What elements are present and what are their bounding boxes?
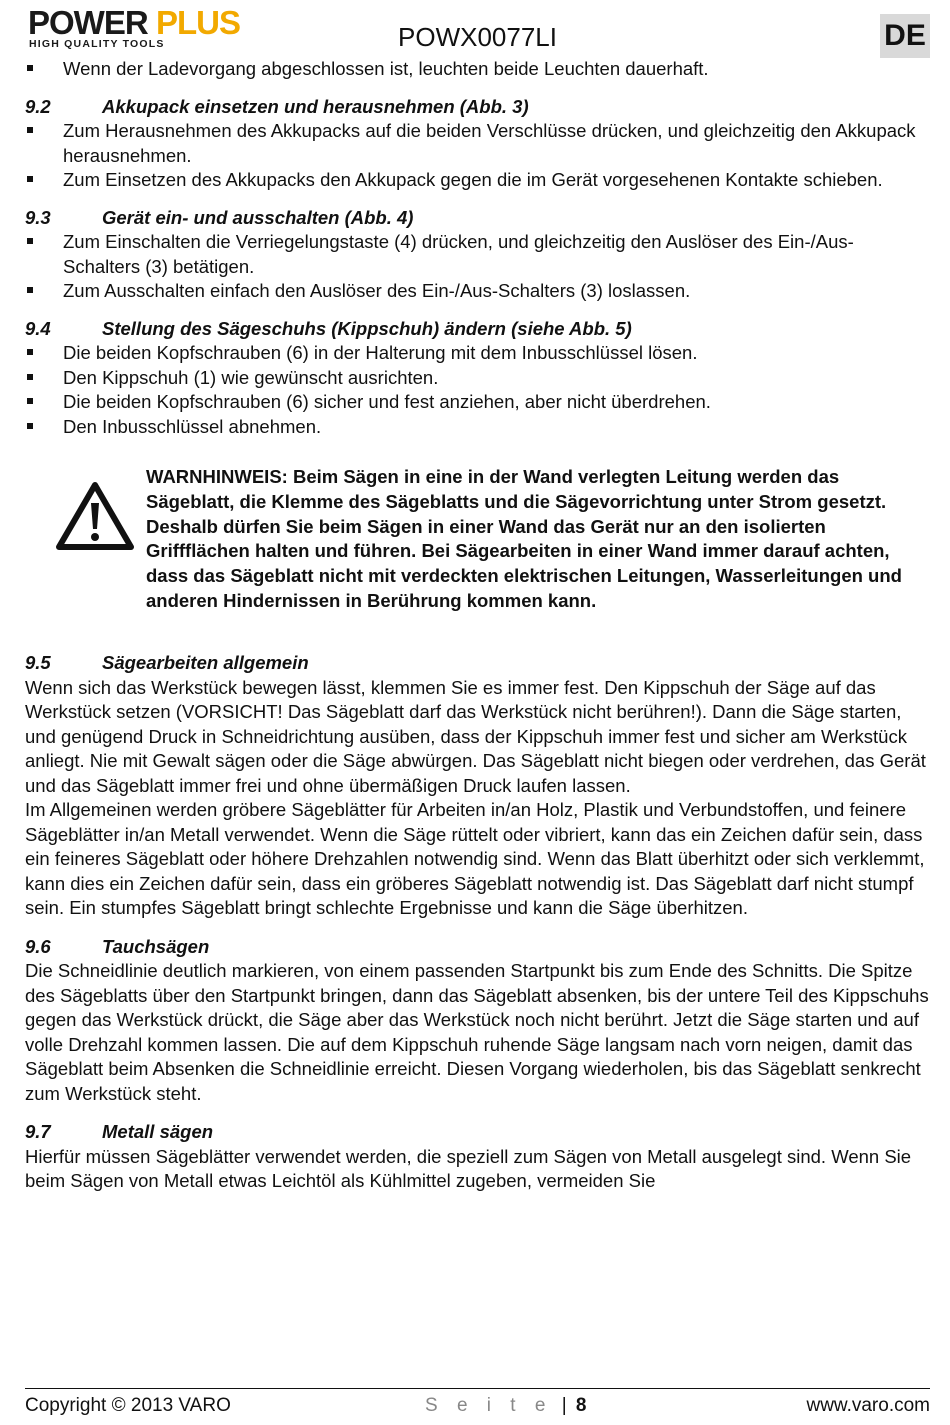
section-list (25, 119, 930, 193)
list-item: Zum Ausschalten einfach den Auslöser des Ein-/Aus-Schalters (3) loslassen. (25, 279, 930, 304)
section-heading (25, 95, 930, 120)
language-badge: DE (880, 14, 930, 58)
section-heading (25, 317, 930, 342)
page-footer (25, 1388, 930, 1425)
section-number: 9.7 (25, 1121, 51, 1142)
section-list (25, 341, 930, 439)
svg-text:HIGH QUALITY TOOLS: HIGH QUALITY TOOLS (29, 38, 165, 50)
section-heading (25, 651, 930, 676)
list-item: Zum Einschalten die Verriegelungstaste (4) drücken, und gleichzeitig den Auslöser des Ein-/Aus-Schalters (3) betätigen. (25, 230, 930, 279)
warning-block (25, 465, 930, 635)
section-number: 9.5 (25, 652, 51, 673)
section-title: Sägearbeiten allgemein (102, 652, 309, 673)
page-content (25, 57, 930, 1194)
list-item: Die beiden Kopfschrauben (6) in der Halterung mit dem Inbusschlüssel lösen. (25, 341, 930, 366)
paragraph: Wenn sich das Werkstück bewegen lässt, klemmen Sie es immer fest. Den Kippschuh der Säge auf das Werkstück setzen (VORSICHT! Das Sägeblatt darf das Werkstück nicht berühren!). Dann die Säge starten, und genügend Druck in Schneidrichtung ausüben, dass der Kippschuh immer fest und sicher am Werkstück anliegt. Nie mit Gewalt sägen oder die Säge abwürgen. Das Sägeblatt nicht biegen oder verdrehen, das Gerät und das Sägeblatt immer frei und ohne übermäßigen Druck laufen lassen. (25, 676, 926, 796)
section-number: 9.3 (25, 206, 51, 228)
section-heading (25, 1120, 930, 1145)
list-item: Wenn der Ladevorgang abgeschlossen ist, leuchten beide Leuchten dauerhaft. (25, 57, 930, 82)
page-header (0, 0, 950, 62)
section-number: 9.6 (25, 935, 51, 957)
page-number: 8 (575, 1395, 587, 1416)
list-item: Zum Herausnehmen des Akkupacks auf die beiden Verschlüsse drücken, und gleichzeitig den Akkupack herausnehmen. (25, 119, 930, 168)
copyright: Copyright © 2013 VARO (25, 1395, 231, 1416)
svg-text:PLUS: PLUS (156, 4, 241, 41)
warning-triangle-icon (55, 481, 135, 551)
list-item: Die beiden Kopfschrauben (6) sicher und fest anziehen, aber nicht überdrehen. (25, 390, 930, 415)
section-title: Tauchsägen (102, 935, 210, 957)
page-indicator (425, 1395, 587, 1417)
svg-text:POWER: POWER (28, 4, 148, 41)
website-url: www.varo.com (806, 1395, 930, 1416)
paragraph: Hierfür müssen Sägeblätter verwendet werden, die speziell zum Sägen von Metall ausgelegt sind. Wenn Sie beim Sägen von Metall etwas Leichtöl als Kühlmittel zugeben, vermeiden Sie (25, 1145, 912, 1191)
section-title: Metall sägen (102, 1121, 214, 1142)
warning-text: WARNHINWEIS: Beim Sägen in eine in der Wand verlegten Leitung werden das Sägeblatt, die Klemme des Sägeblatts und die Sägevorrichtung unter Strom gesetzt. Deshalb dürfen Sie beim Sägen in einer Wand das Gerät nur an den isolierten Griffflächen halten und führen. Bei Sägearbeiten in einer Wand immer darauf achten, dass das Sägeblatt nicht mit verdeckten elektrischen Leitungen, Wasserleitungen und anderen Hindernissen in Berührung kommen kann. (146, 466, 902, 611)
paragraph: Die Schneidlinie deutlich markieren, von einem passenden Startpunkt bis zum Ende des Schnitts. Die Spitze des Sägeblatts über den Startpunkt bringen, dann das Sägeblatt absenken, bis der untere Teil des Kippschuhs gegen das Werkstück drückt, die Säge aber das Werkstück noch nicht berührt. Jetzt die Säge starten und auf volle Drehzahl kommen lassen. Die auf dem Kippschuh ruhende Säge langsam nach vorn neigen, damit das Sägeblatt beim Absenken die Schneidlinie erreicht. Diesen Vorgang wiederholen, bis das Sägeblatt senkrecht zum Werkstück steht. (25, 960, 929, 1104)
section-heading (25, 935, 930, 960)
section-list (25, 230, 930, 304)
list-item: Den Kippschuh (1) wie gewünscht ausrichten. (25, 366, 930, 391)
section-heading (25, 206, 930, 231)
section-number: 9.4 (25, 317, 51, 339)
list-item: Den Inbusschlüssel abnehmen. (25, 415, 930, 440)
intro-list (25, 57, 930, 82)
section-title: Akkupack einsetzen und herausnehmen (Abb. 3) (102, 95, 529, 117)
page-label: S e i t e (425, 1395, 553, 1416)
section-title: Stellung des Sägeschuhs (Kippschuh) ändern (siehe Abb. 5) (102, 317, 632, 339)
paragraph: Im Allgemeinen werden gröbere Sägeblätter für Arbeiten in/an Holz, Plastik und Verbundstoffen, und feinere Sägeblätter in/an Metall verwendet. Wenn die Säge rüttelt oder vibriert, kann das ein Zeichen dafür sein, dass ein feineres Sägeblatt oder höhere Drehzahlen notwendig sind. Wenn das Blatt überhitzt oder sich verklemmt, kann dies ein Zeichen dafür sein, dass ein gröberes Sägeblatt notwendig ist. Das Sägeblatt darf nicht stumpf sein. Ein stumpfes Sägeblatt bringt schlechte Ergebnisse und kann die Säge überhitzen. (25, 799, 925, 918)
list-item: Zum Einsetzen des Akkupacks den Akkupack gegen die im Gerät vorgesehenen Kontakte schieben. (25, 168, 930, 193)
model-number: POWX0077LI (398, 22, 557, 52)
page-separator: | (561, 1395, 567, 1416)
section-number: 9.2 (25, 95, 51, 117)
powerplus-logo (28, 4, 278, 50)
section-title: Gerät ein- und ausschalten (Abb. 4) (102, 206, 414, 228)
